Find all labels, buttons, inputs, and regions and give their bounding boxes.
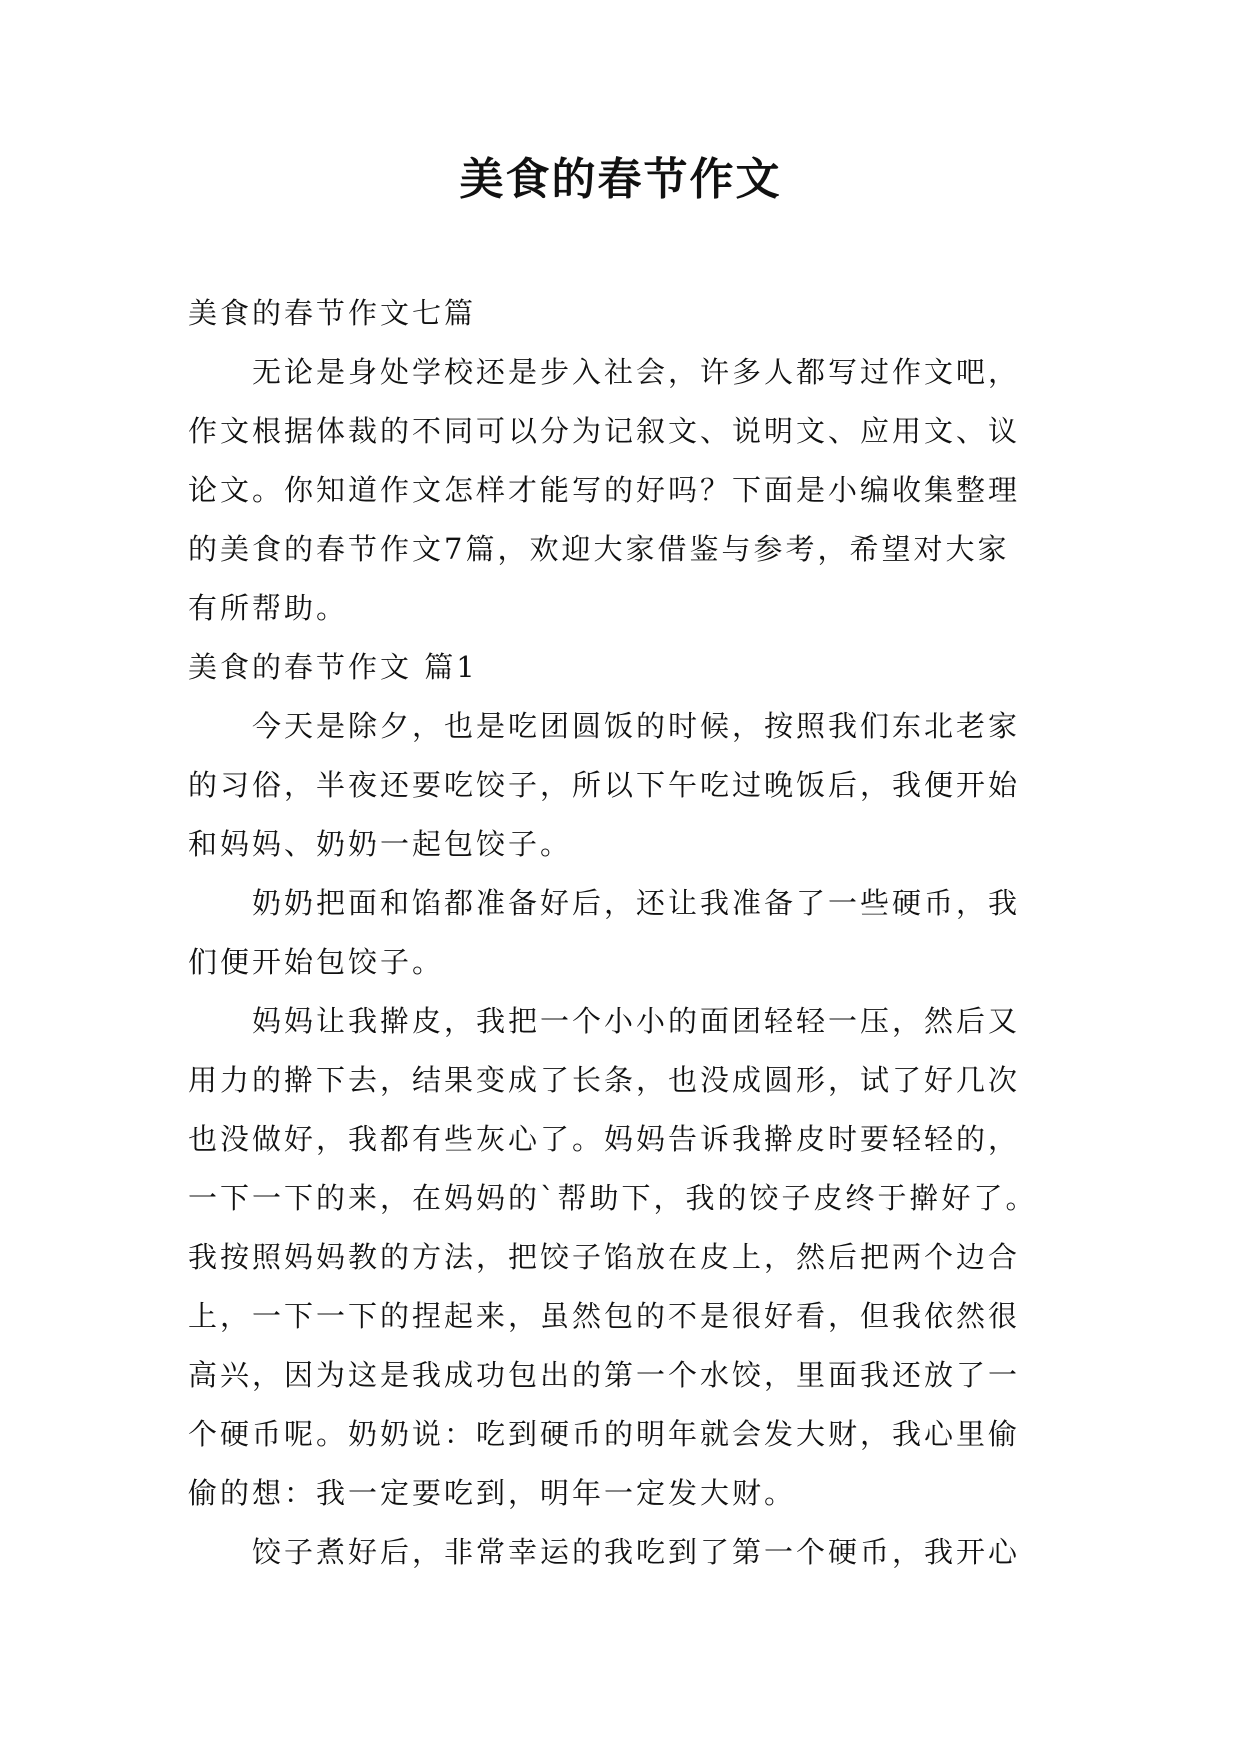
text-line: 一下一下的来，在妈妈的`帮助下，我的饺子皮终于擀好了。 [188,1181,1038,1215]
text-line: 也没做好，我都有些灰心了。妈妈告诉我擀皮时要轻轻的， [188,1122,1021,1156]
text-line: 论文。你知道作文怎样才能写的好吗？下面是小编收集整理 [188,473,1021,507]
text-line: 的习俗，半夜还要吃饺子，所以下午吃过晚饭后，我便开始 [188,768,1021,802]
document-title: 美食的春节作文 [459,154,782,205]
text-line: 妈妈让我擀皮，我把一个小小的面团轻轻一压，然后又 [252,1004,1021,1038]
text-line: 美食的春节作文七篇 [188,296,477,330]
text-line: 饺子煮好后，非常幸运的我吃到了第一个硬币，我开心 [252,1535,1021,1569]
text-line: 高兴，因为这是我成功包出的第一个水饺，里面我还放了一 [188,1358,1021,1392]
text-line: 们便开始包饺子。 [188,945,445,979]
text-line: 作文根据体裁的不同可以分为记叙文、说明文、应用文、议 [188,414,1021,448]
section-heading: 美食的春节作文 篇1 [188,650,478,684]
text-line: 有所帮助。 [188,591,349,625]
text-line: 个硬币呢。奶奶说：吃到硬币的明年就会发大财，我心里偷 [188,1417,1021,1451]
text-line: 用力的擀下去，结果变成了长条，也没成圆形，试了好几次 [188,1063,1021,1097]
text-line: 无论是身处学校还是步入社会，许多人都写过作文吧， [252,355,1021,389]
text-line: 和妈妈、奶奶一起包饺子。 [188,827,573,861]
text-line: 我按照妈妈教的方法，把饺子馅放在皮上，然后把两个边合 [188,1240,1021,1274]
text-line: 今天是除夕，也是吃团圆饭的时候，按照我们东北老家 [252,709,1021,743]
text-line: 奶奶把面和馅都准备好后，还让我准备了一些硬币，我 [252,886,1021,920]
document-body [188,284,1068,1582]
text-line: 偷的想：我一定要吃到，明年一定发大财。 [188,1476,797,1510]
text-line: 上，一下一下的捏起来，虽然包的不是很好看，但我依然很 [188,1299,1021,1333]
text-line: 的美食的春节作文7篇，欢迎大家借鉴与参考，希望对大家 [188,532,1010,566]
